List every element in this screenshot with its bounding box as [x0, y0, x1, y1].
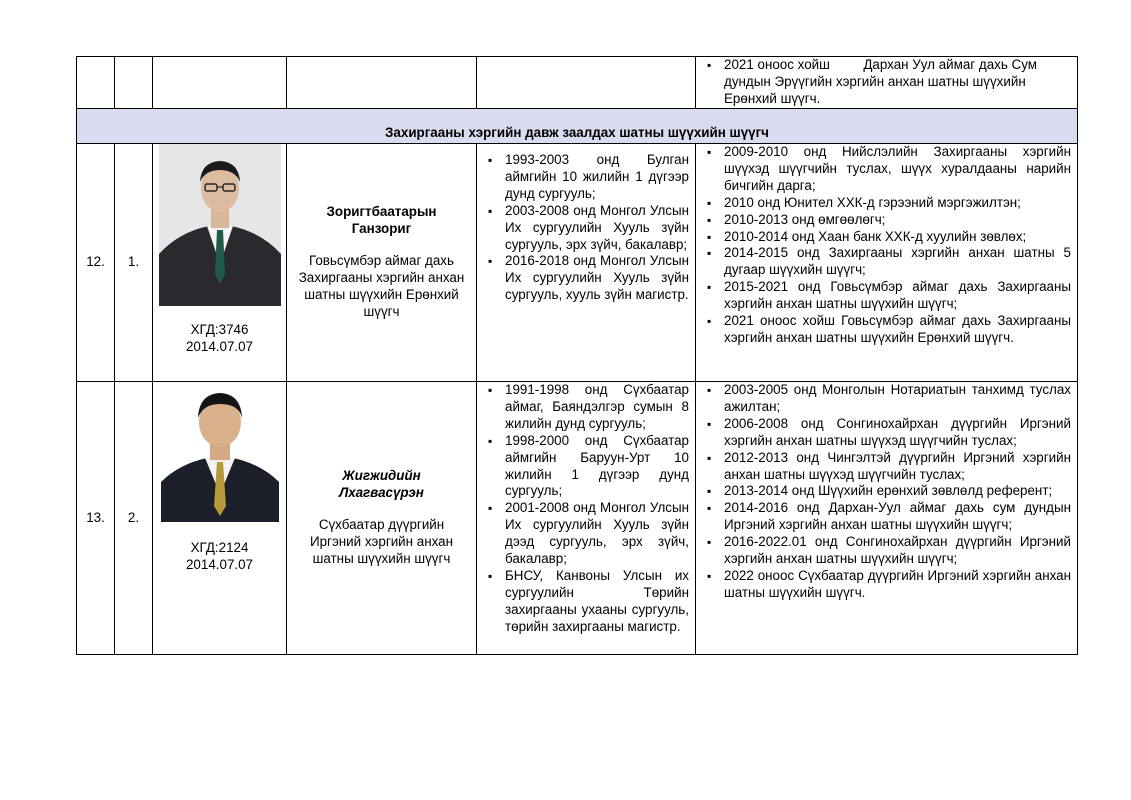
table-row — [77, 382, 1078, 655]
cell — [115, 57, 153, 109]
list-item: ▪ 2003-2005 онд Монголын Нотариатын танхимд туслах ажилтан; — [696, 382, 1071, 416]
certificate-number: ХГД:2124 — [190, 540, 249, 555]
experience-list — [696, 57, 1077, 108]
portrait-photo — [159, 144, 281, 306]
experience-list — [696, 382, 1077, 602]
photo-cell — [153, 144, 287, 382]
cell — [477, 57, 696, 109]
list-item: ▪ 2012-2013 онд Чингэлтэй дүүргийн Иргэний хэргийн анхан шатны шүүхэд шүүгчийн туслах; — [696, 450, 1071, 484]
cell — [77, 57, 115, 109]
portrait-photo — [161, 382, 279, 522]
list-item: ▪ 2016-2022.01 онд Сонгинохайрхан дүүргийн Иргэний хэргийн анхан шатны шүүхийн шүүгч; — [696, 534, 1071, 568]
list-item: ▪ 2021 оноос хойш Дархан Уул аймаг дахь Сум дундын Эрүүгийн хэргийн анхан шатны шүүхийн Ерөнхий шүүгч. — [696, 57, 1071, 108]
experience-list — [696, 144, 1077, 347]
list-item: ▪ 2009-2010 онд Нийслэлийн Захиргааны хэргийн шүүхэд шүүгчийн туслах, шүүх хуралдааны нарийн бичгийн дарга; — [696, 144, 1071, 195]
education-list — [477, 152, 695, 304]
table-row — [77, 57, 1078, 109]
list-item: ▪ 1998-2000 онд Сүхбаатар аймгийн Баруун-Урт 10 жилийн 1 дүгээр дунд сургууль; — [477, 433, 689, 501]
list-item: ▪ 2003-2008 онд Монгол Улсын Их сургуулийн Хууль зүйн сургууль, эрх зүйч, бакалавр; — [477, 203, 689, 254]
cell — [153, 57, 287, 109]
section-title: Захиргааны хэргийн давж заалдах шатны шүүхийн шүүгч — [77, 109, 1078, 144]
name-cell — [287, 382, 477, 655]
list-item: ▪ 2022 оноос Сүхбаатар дүүргийн Иргэний хэргийн анхан шатны шүүхийн шүүгч. — [696, 568, 1071, 602]
list-item: ▪ 2006-2008 онд Сонгинохайрхан дүүргийн Иргэний хэргийн анхан шатны шүүхэд шүүгчийн туслах; — [696, 416, 1071, 450]
table-row — [77, 144, 1078, 382]
certificate-date: 2014.07.07 — [185, 338, 254, 354]
list-item: ▪ 2014-2015 онд Захиргааны хэргийн анхан шатны 5 дугаар шүүхийн шүүгч; — [696, 245, 1071, 279]
list-item: ▪ 2010-2013 онд өмгөөлөгч; — [696, 212, 1071, 229]
row-number: 13. — [77, 382, 115, 655]
experience-cell — [696, 57, 1078, 109]
list-item: ▪ 2013-2014 онд Шүүхийн ерөнхий зөвлөлд референт; — [696, 483, 1071, 500]
list-item: ▪ 2015-2021 онд Говьсүмбэр аймаг дахь Захиргааны хэргийн анхан шатны шүүхийн шүүгч; — [696, 279, 1071, 313]
certificate-date: 2014.07.07 — [185, 556, 254, 572]
judge-name: Лхагвасүрэн — [339, 485, 424, 501]
list-item: ▪ 2014-2016 онд Дархан-Уул аймаг дахь сум дундын Иргэний хэргийн анхан шатны шүүхийн шүүгч; — [696, 500, 1071, 534]
judge-position: Сүхбаатар дүүргийн Иргэний хэргийн анхан шатны шүүхийн шүүгч — [309, 517, 454, 566]
list-item: ▪ 2010-2014 онд Хаан банк ХХК-д хуулийн зөвлөх; — [696, 229, 1071, 246]
list-item: ▪ 2016-2018 онд Монгол Улсын Их сургуулийн Хууль зүйн сургууль, хууль зүйн магистр. — [477, 253, 689, 304]
education-cell — [477, 382, 696, 655]
row-number: 12. — [77, 144, 115, 382]
sub-number: 1. — [115, 144, 153, 382]
section-row — [77, 109, 1078, 144]
judges-table — [76, 56, 1078, 655]
list-item: ▪ 2010 онд Юнител ХХК-д гэрээний мэргэжилтэн; — [696, 195, 1071, 212]
judge-name: Жигжидийн — [342, 468, 421, 484]
list-item: ▪ БНСУ, Канвоны Улсын их сургуулийн Төрийн захиргааны ухааны сургууль, төрийн захиргааны магистр. — [477, 568, 689, 636]
experience-cell — [696, 382, 1078, 655]
certificate-number: ХГД:3746 — [190, 322, 249, 337]
judge-name: Зоригтбаатарын — [326, 204, 437, 220]
list-item: ▪ 2021 оноос хойш Говьсүмбэр аймаг дахь Захиргааны хэргийн анхан шатны шүүхийн Ерөнхий шүүгч. — [696, 313, 1071, 347]
education-list — [477, 382, 695, 636]
sub-number: 2. — [115, 382, 153, 655]
name-cell — [287, 144, 477, 382]
list-item: ▪ 1991-1998 онд Сүхбаатар аймаг, Баяндэлгэр сумын 8 жилийн дунд сургууль; — [477, 382, 689, 433]
list-item: ▪ 1993-2003 онд Булган аймгийн 10 жилийн 1 дүгээр дунд сургууль; — [477, 152, 689, 203]
photo-cell — [153, 382, 287, 655]
judge-position: Говьсүмбэр аймаг дахь Захиргааны хэргийн анхан шатны шүүхийн Ерөнхий шүүгч — [298, 253, 465, 319]
education-cell — [477, 144, 696, 382]
list-item: ▪ 2001-2008 онд Монгол Улсын Их сургуулийн Хууль зүйн дээд сургууль, эрх зүйч, бакалавр; — [477, 500, 689, 568]
judge-name: Ганзориг — [351, 221, 412, 237]
experience-cell — [696, 144, 1078, 382]
cell — [287, 57, 477, 109]
